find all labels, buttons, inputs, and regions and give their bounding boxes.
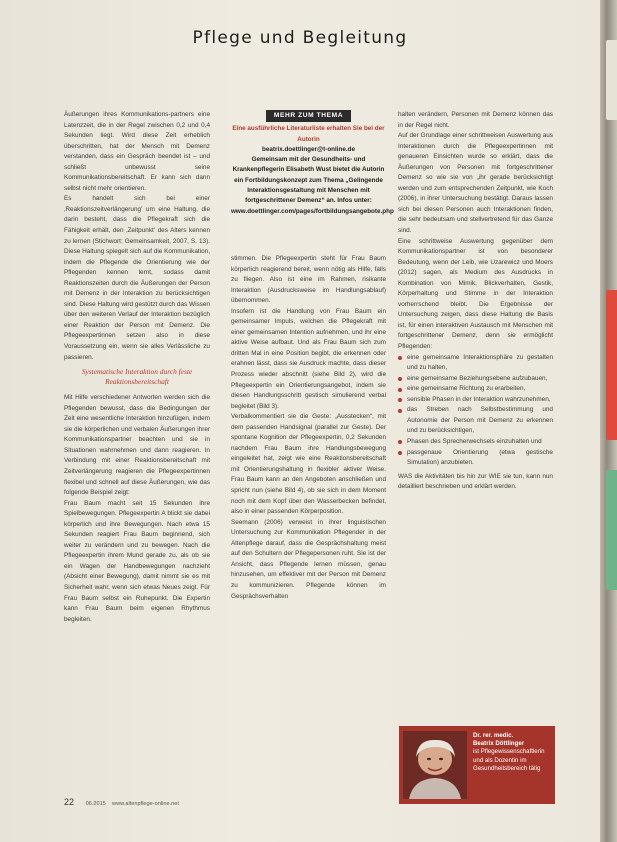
author-title: Dr. rer. medic. (473, 732, 514, 739)
issue-label: 06.2015 (85, 801, 106, 807)
info-box-text: Gemeinsam mit der Gesundheits- und Krankenpflegerin Elisabeth Wust bietet die Autorin ein Fortbildungskonzept zum Thema „Gelingende Interaktionsgestaltung mit Menschen mit fortgeschrittener Demenz“ an. Infos unter: (232, 156, 385, 205)
list-item: passgenaue Orientierung (etwa gestische Simulation) anzubieten. (398, 448, 553, 469)
side-tab (606, 290, 617, 440)
portrait-icon (403, 731, 467, 799)
info-box (231, 110, 394, 217)
article-column-2 (231, 254, 386, 602)
page-number: 22 (64, 797, 75, 807)
paragraph: Seemann (2006) verweist in ihrer linguistischen Untersuchung zur Kommunikation Pflegender in der Altenpflege darauf, dass die Gesprächshaltung meist auf den Schultern der Pflegepersonen ruht. Sie ist der Ansicht, dass Pflegende lernen müssen, genau hinzusehen, um effektiver mit der Person mit Demenz zu kommunizieren. Pflegende können im Gesprächsverhalten (231, 518, 386, 600)
website-label: www.altenpflege-online.net (112, 801, 179, 807)
bullet-icon (398, 356, 402, 360)
bullet-icon (398, 398, 402, 402)
paragraph: Eine schrittweise Auswertung gegenüber dem Kommunikationspartner ist von besonderer Bedeutung, wenn der Leib, wie Uzarewicz und Moers (2012) sagen, als Medium des Ausdrucks in Kombination von Mimik, Blickverhalten, Gestik, Körperhaltung und Stimme in der Interaktion vorherrschend bleibt. Die Ergebnisse der Untersuchung zeigen, dass diese Haltung die Basis ist, für einen interaktiven Austausch mit Menschen mit fortgeschrittener Demenz, denn sie ermöglicht Pflegenden: (398, 237, 553, 351)
paragraph: Auf der Grundlage einer schrittweisen Auswertung aus Interaktionen durch die Pflegeexpertinnen mit genaueren Einsichten wurde so erklärt, dass die Äußerungen von Personen mit fortgeschrittener Demenz so wie sie von „ihr gerade berücksichtigt werden und zum entsprechenden Zeitpunkt, wie Koch (2006), in ihrer Untersuchung bestätigt. Daraus lassen sich bei diesen Personen auch Interaktionen finden, die sehr bedeutsam und stellvertretend für das Ganze sind. (398, 132, 553, 235)
paragraph: Äußerungen ihres Kommunikations-partners eine Latenzzeit, die in der Regel zwischen 0,2 und 0,4 Sekunden liegt. Wird diese Zeit erheblich überschritten, hat der Mensch mit Demenz verstanden, dass ein Gespräch beendet ist – und schließt unbewusst seine Kommunikationsbereitschaft. Er kann sich dann selbst nicht mehr orientieren. (64, 111, 210, 192)
info-box-url: www.doettlinger.com/pages/fortbildungsangebote.php (231, 207, 394, 215)
paragraph: Verbalkommentiert sie die Geste: „Ausstecken“, mit dem passenden Handsignal (parallel zur Geste). Der spontane Kognition der Pflegeexpertin, 0,2 Sekunden nachdem Frau Baum ihre Handlungsbewegung eingeleitet hat, zeigt wie eine Reaktionsbereitschaft mit Orientierungshaltung in flexibler aktiver Weise. Frau Baum kann an den Angeboten anschließen und spricht nun (siehe Bild 4), ob sie sich in dem Moment noch mit dem Kopf über den Wasserbecken befindet, also in einer passenden Körperposition. (231, 413, 386, 516)
paragraph: halten verändern, Personen mit Demenz können das in der Regel nicht. (398, 111, 553, 129)
author-role: ist Pflegewissenschaftlerin und als Dozentin im Gesundheitsbereich tätig (473, 748, 545, 772)
page-title: Pflege und Begleitung (192, 28, 408, 48)
paragraph: stimmen. Die Pflegeexpertin steht für Frau Baum körperlich reagierend bereit, wenn nötig als Hilfe, falls zu fliegen. Also ist eine im Rahmen, risikante Interaktion (Ausdrucksweise im Handlungsablauf) übernommen. (231, 255, 386, 305)
list-item: eine gemeinsame Interaktionsphäre zu gestalten und zu halten, (398, 353, 553, 374)
paragraph: Insofern ist die Handlung von Frau Baum ein gemeinsamer Impuls, welchen die Pflegekraft mit einer gemeinsamen Intention aufnehmen, und ihr eine aktive Weise aufbaut. Und als Frau Baum sich zum dritten Mal in eine Position begibt, die erkennen oder erahnen lässt, dass sie Ausdruck machte, dass dieser Prozess wieder abschnitt (siehe Bild 2), wird die Pflegeexpertin ein Orientierungsangebot, indem sie diesen Handlungsschritt gestisch simulierend verbal begleitet (Bild 3). (231, 307, 386, 410)
list-item: eine gemeinsame Beziehungsebene aufzubauen, (398, 374, 553, 385)
page-footer (64, 797, 324, 807)
info-box-intro: Eine ausführliche Literaturliste erhalten Sie bei der Autorin (232, 125, 385, 143)
bullet-icon (398, 440, 402, 444)
section-subheading: Systematische Interaktion durch feste Reaktionsbereitschaft (81, 367, 193, 387)
paragraph: Frau Baum macht seit 15 Sekunden ihre Spielbewegungen. Pflegeexpertin A blickt sie dabei körperlich und ihre Bewegungen. Nach etwa 15 Sekunden reagiert Frau Baum beginnend, sich weiter zu verändern und zu bewegen. Nach die Pflegeexpertin ihrem Mund gerade zu, als ob sie ein Wagen der Handbewegungen nachzieht (Absicht einer Bewegung), damit nimmt sie es mit Sicherheit wahr, wenn sich etwas Neues zeigt. Für Frau Baum selbst ein Ruhepunkt. Die Expertin kann Frau Baum beim eigenen Rhythmus begleiten. (64, 499, 210, 623)
paragraph: Mit Hilfe verschiedener Antworten werden sich die Pflegenden bewusst, dass die Bedingungen der Zeit eine wesentliche Interaktion hinzufügen, indem sie die körperlichen und verbalen Äußerungen ihrer Kommunikationspartner beachten und sie in Situationen wahrnehmen und dann reagieren. In Verbindung mit einer Reaktionsbereitschaft mit Zeitverlängerung reagieren die Pflegeexpertinnen flexibel und schnell auf diese Äußerungen, wie das folgende Beispiel zeigt: (64, 394, 210, 497)
author-photo (403, 731, 467, 799)
bullet-icon (398, 451, 402, 455)
article-column-3 (398, 110, 553, 493)
paragraph: WAS die Aktivitäten bis hin zur WIE sie tun, kann nun detailliert beschrieben und erklärt werden. (398, 472, 553, 491)
bullet-icon (398, 409, 402, 413)
author-bio (473, 732, 553, 773)
info-box-label: MEHR ZUM THEMA (266, 110, 351, 122)
author-name: Beatrix Döttlinger (473, 740, 525, 748)
list-item: eine gemeinsame Richtung zu erarbeiten, (398, 384, 553, 395)
paragraph: Es handelt sich bei einer ‚Reaktionszeitverlängerung' um eine Haltung, die darin besteht, dass die Pflegekraft sich die Fähigkeit erhält, den ‚Zeitpunkt' des Alters kennen zu lernen (Stichwort: Gemeinsamkeit, 2007, S. 13). Diese Haltung spiegelt sich auf die Kommunikation, indem die Pflegende die Orientierung wie der Pflegenden kennen lernt, sodass damit Reaktionszeiten durch die Äußerungen der Person mit Demenz in der Interaktion zu berücksichtigen sind. Diese Haltung wird gestützt durch das Wissen über den weiteren Verlauf der Interaktion bezüglich einer Reaktion der Person mit Demenz. Die Pflegeexpertinnen setzen also in diese Voraussetzung ein, wenn sie alles Verlässliche zu passieren. (64, 195, 210, 361)
side-tab (606, 470, 617, 590)
list-item: Phasen des Sprecherwechsels einzuhalten und (398, 437, 553, 448)
author-email: beatrix.doettlinger@t-online.de (262, 145, 355, 153)
bullet-icon (398, 388, 402, 392)
bullet-list (398, 353, 553, 469)
side-tabs (600, 0, 617, 842)
side-tab (606, 40, 617, 120)
bullet-icon (398, 377, 402, 381)
list-item: das Streben nach Selbstbestimmung und Autonomie der Person mit Demenz zu erkennen und zu berücksichtigen, (398, 405, 553, 437)
list-item: sensible Phasen in der Interaktion wahrzunehmen, (398, 395, 553, 406)
author-box (399, 726, 555, 804)
article-column-1 (64, 110, 210, 625)
